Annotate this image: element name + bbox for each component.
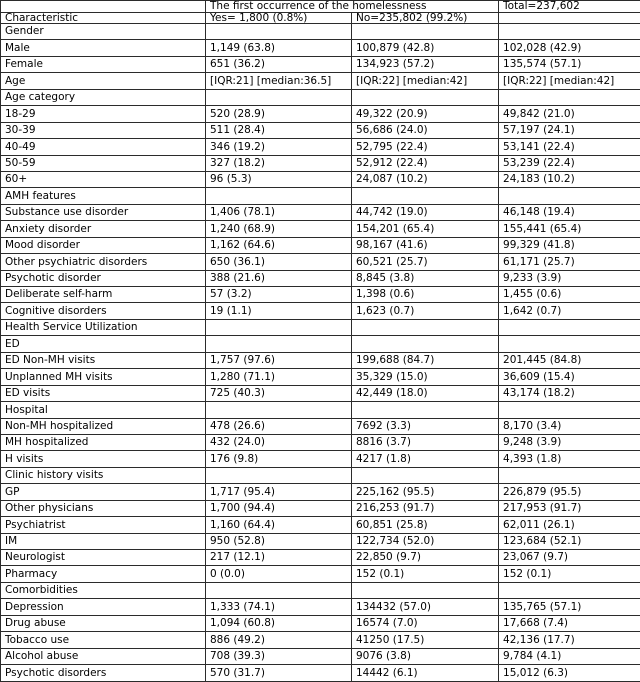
- section-row: [1, 402, 640, 418]
- row-value-cell: 886 (49.2): [206, 632, 352, 648]
- row-value-cell: 35,329 (15.0): [352, 369, 499, 385]
- row-value-cell: 216,253 (91.7): [352, 500, 499, 516]
- row-value-cell: 327 (18.2): [206, 155, 352, 171]
- row-value-cell: 478 (26.6): [206, 418, 352, 434]
- row-label-cell: Other psychiatric disorders: [1, 254, 206, 270]
- section-row: [1, 24, 640, 40]
- row-value-cell: 135,765 (57.1): [499, 599, 640, 615]
- row-value-cell: 511 (28.4): [206, 122, 352, 138]
- row-label-cell: Tobacco use: [1, 632, 206, 648]
- row-value-cell: 135,574 (57.1): [499, 56, 640, 72]
- row-value-cell: 1,455 (0.6): [499, 287, 640, 303]
- row-label-cell: MH hospitalized: [1, 434, 206, 450]
- row-value-cell: 1,094 (60.8): [206, 615, 352, 631]
- row-label-cell: Male: [1, 40, 206, 56]
- row-value-cell: 60,521 (25.7): [352, 254, 499, 270]
- table-row: [1, 254, 640, 270]
- row-label-cell: Anxiety disorder: [1, 221, 206, 237]
- row-value-cell: 1,623 (0.7): [352, 303, 499, 319]
- total-header-cell: Total=237,602: [499, 1, 640, 13]
- row-label-cell: 40-49: [1, 139, 206, 155]
- row-value-cell: [499, 402, 640, 418]
- row-value-cell: 9,784 (4.1): [499, 648, 640, 664]
- row-label-cell: Comorbidities: [1, 582, 206, 598]
- row-value-cell: 4217 (1.8): [352, 451, 499, 467]
- row-value-cell: 57,197 (24.1): [499, 122, 640, 138]
- table-row: [1, 73, 640, 89]
- row-value-cell: 1,398 (0.6): [352, 287, 499, 303]
- row-label-cell: Depression: [1, 599, 206, 615]
- row-value-cell: 49,842 (21.0): [499, 106, 640, 122]
- row-label-cell: 30-39: [1, 122, 206, 138]
- row-value-cell: 19 (1.1): [206, 303, 352, 319]
- row-label-cell: Alcohol abuse: [1, 648, 206, 664]
- row-value-cell: 0 (0.0): [206, 566, 352, 582]
- row-label-cell: Psychiatrist: [1, 517, 206, 533]
- section-row: [1, 89, 640, 105]
- row-value-cell: 17,668 (7.4): [499, 615, 640, 631]
- row-value-cell: 388 (21.6): [206, 270, 352, 286]
- row-value-cell: [352, 24, 499, 40]
- row-value-cell: 4,393 (1.8): [499, 451, 640, 467]
- row-value-cell: 122,734 (52.0): [352, 533, 499, 549]
- row-value-cell: [499, 24, 640, 40]
- row-value-cell: [352, 467, 499, 483]
- row-label-cell: Psychotic disorder: [1, 270, 206, 286]
- row-value-cell: 1,240 (68.9): [206, 221, 352, 237]
- row-label-cell: 50-59: [1, 155, 206, 171]
- section-row: [1, 336, 640, 352]
- row-value-cell: [352, 188, 499, 204]
- table-row: [1, 615, 640, 631]
- row-label-cell: GP: [1, 484, 206, 500]
- row-label-cell: Mood disorder: [1, 237, 206, 253]
- row-value-cell: [206, 582, 352, 598]
- row-value-cell: 225,162 (95.5): [352, 484, 499, 500]
- row-value-cell: 7692 (3.3): [352, 418, 499, 434]
- row-value-cell: 9,233 (3.9): [499, 270, 640, 286]
- row-value-cell: [352, 582, 499, 598]
- row-value-cell: 1,280 (71.1): [206, 369, 352, 385]
- row-value-cell: 98,167 (41.6): [352, 237, 499, 253]
- table-row: [1, 56, 640, 72]
- table-row: [1, 434, 640, 450]
- row-value-cell: [352, 336, 499, 352]
- row-label-cell: 60+: [1, 171, 206, 187]
- row-value-cell: [352, 89, 499, 105]
- row-value-cell: 36,609 (15.4): [499, 369, 640, 385]
- row-value-cell: 43,174 (18.2): [499, 385, 640, 401]
- row-label-cell: ED: [1, 336, 206, 352]
- row-value-cell: 201,445 (84.8): [499, 352, 640, 368]
- table-row: [1, 566, 640, 582]
- row-value-cell: 123,684 (52.1): [499, 533, 640, 549]
- empty-corner-cell: [1, 1, 206, 13]
- row-value-cell: 52,795 (22.4): [352, 139, 499, 155]
- row-value-cell: 62,011 (26.1): [499, 517, 640, 533]
- row-value-cell: 61,171 (25.7): [499, 254, 640, 270]
- row-value-cell: 134432 (57.0): [352, 599, 499, 615]
- row-value-cell: 22,850 (9.7): [352, 550, 499, 566]
- table-row: [1, 533, 640, 549]
- row-label-cell: Non-MH hospitalized: [1, 418, 206, 434]
- row-value-cell: [IQR:21] [median:36.5]: [206, 73, 352, 89]
- row-label-cell: Pharmacy: [1, 566, 206, 582]
- table-row: [1, 500, 640, 516]
- row-value-cell: 134,923 (57.2): [352, 56, 499, 72]
- table-row: [1, 418, 640, 434]
- header-row-columns: [1, 12, 640, 24]
- row-value-cell: 49,322 (20.9): [352, 106, 499, 122]
- row-label-cell: IM: [1, 533, 206, 549]
- row-value-cell: 226,879 (95.5): [499, 484, 640, 500]
- row-value-cell: 53,141 (22.4): [499, 139, 640, 155]
- row-value-cell: [352, 402, 499, 418]
- row-label-cell: Age category: [1, 89, 206, 105]
- row-value-cell: [206, 24, 352, 40]
- row-value-cell: 57 (3.2): [206, 287, 352, 303]
- row-label-cell: H visits: [1, 451, 206, 467]
- table-row: [1, 517, 640, 533]
- row-value-cell: [206, 467, 352, 483]
- row-value-cell: 155,441 (65.4): [499, 221, 640, 237]
- table-row: [1, 287, 640, 303]
- row-value-cell: [206, 89, 352, 105]
- table-row: [1, 204, 640, 220]
- row-value-cell: 8,845 (3.8): [352, 270, 499, 286]
- table-row: [1, 40, 640, 56]
- row-value-cell: 650 (36.1): [206, 254, 352, 270]
- row-value-cell: 8,170 (3.4): [499, 418, 640, 434]
- table-row: [1, 484, 640, 500]
- row-value-cell: [499, 336, 640, 352]
- row-value-cell: 46,148 (19.4): [499, 204, 640, 220]
- row-label-cell: Clinic history visits: [1, 467, 206, 483]
- row-value-cell: 44,742 (19.0): [352, 204, 499, 220]
- row-value-cell: 24,183 (10.2): [499, 171, 640, 187]
- row-value-cell: 100,879 (42.8): [352, 40, 499, 56]
- row-value-cell: 217 (12.1): [206, 550, 352, 566]
- row-value-cell: 570 (31.7): [206, 665, 352, 682]
- row-label-cell: Cognitive disorders: [1, 303, 206, 319]
- table-row: [1, 221, 640, 237]
- table-header: [1, 1, 640, 24]
- row-value-cell: 217,953 (91.7): [499, 500, 640, 516]
- row-value-cell: 1,149 (63.8): [206, 40, 352, 56]
- row-value-cell: 96 (5.3): [206, 171, 352, 187]
- row-value-cell: [206, 336, 352, 352]
- row-value-cell: 41250 (17.5): [352, 632, 499, 648]
- section-row: [1, 188, 640, 204]
- row-value-cell: 950 (52.8): [206, 533, 352, 549]
- row-value-cell: 725 (40.3): [206, 385, 352, 401]
- row-value-cell: 16574 (7.0): [352, 615, 499, 631]
- row-value-cell: 60,851 (25.8): [352, 517, 499, 533]
- table-row: [1, 303, 640, 319]
- table-row: [1, 122, 640, 138]
- section-row: [1, 319, 640, 335]
- row-value-cell: [499, 582, 640, 598]
- table-row: [1, 270, 640, 286]
- row-value-cell: 176 (9.8): [206, 451, 352, 467]
- row-value-cell: 520 (28.9): [206, 106, 352, 122]
- row-label-cell: 18-29: [1, 106, 206, 122]
- row-value-cell: 708 (39.3): [206, 648, 352, 664]
- row-value-cell: 1,717 (95.4): [206, 484, 352, 500]
- row-label-cell: Unplanned MH visits: [1, 369, 206, 385]
- row-label-cell: Substance use disorder: [1, 204, 206, 220]
- row-value-cell: 1,406 (78.1): [206, 204, 352, 220]
- row-value-cell: 42,136 (17.7): [499, 632, 640, 648]
- row-value-cell: [206, 188, 352, 204]
- row-value-cell: 1,162 (64.6): [206, 237, 352, 253]
- row-value-cell: [499, 188, 640, 204]
- row-value-cell: 9076 (3.8): [352, 648, 499, 664]
- row-value-cell: 1,700 (94.4): [206, 500, 352, 516]
- table-row: [1, 665, 640, 682]
- row-label-cell: Female: [1, 56, 206, 72]
- table-row: [1, 352, 640, 368]
- row-value-cell: [499, 319, 640, 335]
- row-value-cell: 52,912 (22.4): [352, 155, 499, 171]
- row-value-cell: 24,087 (10.2): [352, 171, 499, 187]
- row-label-cell: Health Service Utilization: [1, 319, 206, 335]
- row-value-cell: 199,688 (84.7): [352, 352, 499, 368]
- row-label-cell: Psychotic disorders: [1, 665, 206, 682]
- header-row-group: [1, 1, 640, 13]
- row-label-cell: ED visits: [1, 385, 206, 401]
- section-row: [1, 467, 640, 483]
- row-value-cell: 8816 (3.7): [352, 434, 499, 450]
- row-label-cell: Neurologist: [1, 550, 206, 566]
- row-value-cell: 1,333 (74.1): [206, 599, 352, 615]
- empty-header-cell: [499, 12, 640, 24]
- row-label-cell: Other physicians: [1, 500, 206, 516]
- table-row: [1, 369, 640, 385]
- table-row: [1, 139, 640, 155]
- row-value-cell: 53,239 (22.4): [499, 155, 640, 171]
- row-value-cell: 1,160 (64.4): [206, 517, 352, 533]
- group-header-cell: The first occurrence of the homelessness: [206, 1, 499, 13]
- row-value-cell: 56,686 (24.0): [352, 122, 499, 138]
- table-row: [1, 451, 640, 467]
- row-value-cell: 1,757 (97.6): [206, 352, 352, 368]
- row-label-cell: Hospital: [1, 402, 206, 418]
- row-value-cell: 42,449 (18.0): [352, 385, 499, 401]
- row-value-cell: 154,201 (65.4): [352, 221, 499, 237]
- row-value-cell: [352, 319, 499, 335]
- yes-header-cell: Yes= 1,800 (0.8%): [206, 12, 352, 24]
- section-row: [1, 582, 640, 598]
- row-value-cell: [IQR:22] [median:42]: [352, 73, 499, 89]
- row-label-cell: Gender: [1, 24, 206, 40]
- table-row: [1, 171, 640, 187]
- row-value-cell: 15,012 (6.3): [499, 665, 640, 682]
- row-value-cell: 152 (0.1): [352, 566, 499, 582]
- row-value-cell: 152 (0.1): [499, 566, 640, 582]
- row-value-cell: 14442 (6.1): [352, 665, 499, 682]
- row-label-cell: ED Non-MH visits: [1, 352, 206, 368]
- table-row: [1, 385, 640, 401]
- row-value-cell: [206, 319, 352, 335]
- row-label-cell: Drug abuse: [1, 615, 206, 631]
- table-row: [1, 632, 640, 648]
- no-header-cell: No=235,802 (99.2%): [352, 12, 499, 24]
- row-value-cell: 99,329 (41.8): [499, 237, 640, 253]
- row-value-cell: [IQR:22] [median:42]: [499, 73, 640, 89]
- characteristic-header-cell: Characteristic: [1, 12, 206, 24]
- row-value-cell: 651 (36.2): [206, 56, 352, 72]
- row-label-cell: Deliberate self-harm: [1, 287, 206, 303]
- row-label-cell: Age: [1, 73, 206, 89]
- table-body: [1, 24, 640, 682]
- row-value-cell: 432 (24.0): [206, 434, 352, 450]
- row-value-cell: 1,642 (0.7): [499, 303, 640, 319]
- row-value-cell: 346 (19.2): [206, 139, 352, 155]
- row-value-cell: 23,067 (9.7): [499, 550, 640, 566]
- row-label-cell: AMH features: [1, 188, 206, 204]
- row-value-cell: [206, 402, 352, 418]
- table-row: [1, 106, 640, 122]
- table-row: [1, 155, 640, 171]
- table-row: [1, 599, 640, 615]
- row-value-cell: [499, 89, 640, 105]
- table-row: [1, 550, 640, 566]
- row-value-cell: 9,248 (3.9): [499, 434, 640, 450]
- table-row: [1, 648, 640, 664]
- row-value-cell: [499, 467, 640, 483]
- table-row: [1, 237, 640, 253]
- row-value-cell: 102,028 (42.9): [499, 40, 640, 56]
